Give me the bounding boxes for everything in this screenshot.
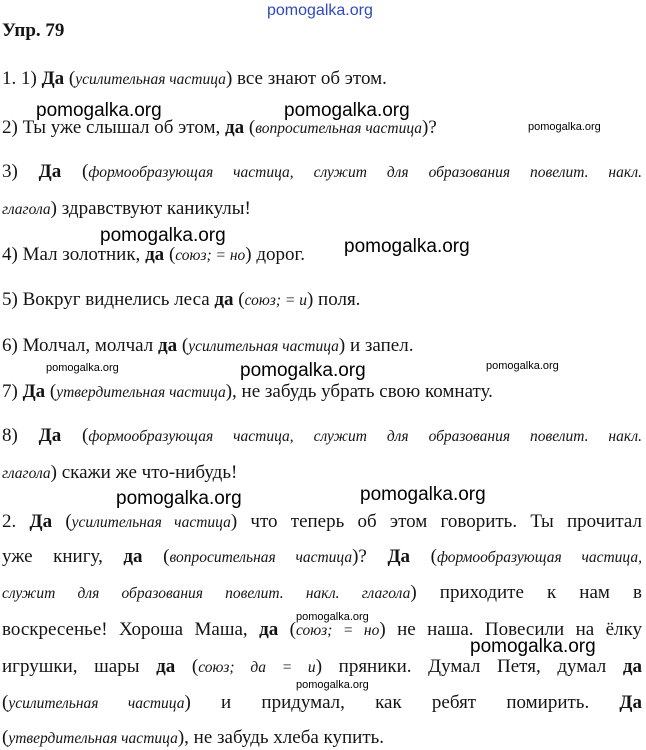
- sentence-prefix: 4) Мал золотник,: [2, 244, 146, 265]
- sentence-rest: )?: [422, 117, 437, 138]
- text: игрушки, шары: [2, 656, 157, 677]
- sentence-rest: ), не забудь убрать свою комнату.: [225, 381, 493, 402]
- comment: союз; = но: [295, 622, 380, 639]
- paragraph-line-6: (усилительная частица) и придумал, как ребят помирить. Да: [2, 692, 642, 713]
- comment: формообразующая частица, служит для образования повелит. накл.: [88, 164, 643, 181]
- comment: служит для образования повелит. накл. глагола: [2, 585, 411, 602]
- sentence-prefix: 2) Ты уже слышал об этом,: [2, 117, 225, 138]
- word-da: да: [145, 244, 165, 265]
- sentence-1: 1. 1) Да (усилительная частица) все знают об этом.: [2, 68, 387, 89]
- text: воскресенье! Хороша Маша,: [2, 619, 260, 640]
- comment: утвердительная частица: [8, 730, 178, 747]
- word-da: да: [622, 656, 643, 677]
- sentence-prefix: 5) Вокруг виднелись леса: [2, 289, 215, 310]
- word-da: да: [225, 117, 245, 138]
- comment: усилительная частица: [8, 695, 185, 712]
- exercise-title: Упр. 79: [2, 20, 65, 41]
- sentence-rest: ) скажи же что-нибудь!: [50, 462, 238, 483]
- comment: усилительная частица: [188, 338, 339, 355]
- word-da: да: [259, 619, 279, 640]
- watermark: pomogalka.org: [296, 679, 369, 691]
- watermark: pomogalka.org: [240, 360, 366, 381]
- paragraph-line-2: уже книгу, да (вопросительная частица)? Да (формообразующая частица,: [2, 546, 642, 567]
- comment: глагола: [2, 465, 51, 482]
- word-da: Да: [22, 381, 46, 402]
- part-number: 2.: [2, 511, 30, 532]
- word-da: да: [156, 656, 176, 677]
- watermark: pomogalka.org: [486, 360, 559, 372]
- word-da: Да: [38, 161, 62, 182]
- watermark: pomogalka.org: [470, 636, 596, 657]
- watermark: pomogalka.org: [360, 484, 486, 505]
- paragraph-line-5: игрушки, шары да (союз; да = и) пряники. Думал Петя, думал да: [2, 656, 643, 677]
- sentence-7: 7) Да (утвердительная частица), не забудь убрать свою комнату.: [2, 381, 493, 402]
- comment: утвердительная частица: [56, 384, 226, 401]
- paragraph-line-7: (утвердительная частица), не забудь хлеба купить.: [2, 727, 385, 748]
- text: ), не забудь хлеба купить.: [177, 727, 385, 748]
- watermark: pomogalka.org: [100, 225, 226, 246]
- sentence-rest: ) и запел.: [338, 335, 414, 356]
- comment: усилительная частица: [75, 71, 226, 88]
- word-da: Да: [619, 692, 642, 713]
- paragraph-line-1: 2. Да (усилительная частица) что теперь об этом говорить. Ты прочитал: [2, 511, 643, 532]
- sentence-prefix: 7): [2, 381, 23, 402]
- text: ) приходите к нам в: [410, 582, 642, 603]
- sentence-prefix: 3): [2, 161, 39, 182]
- comment: формообразующая частица,: [436, 549, 642, 566]
- watermark-top: pomogalka.org: [267, 2, 373, 19]
- sentence-rest: ) здравствуют каникулы!: [50, 198, 251, 219]
- comment: союз; = и: [244, 292, 307, 309]
- paragraph-line-3: [2, 582, 642, 605]
- watermark: pomogalka.org: [296, 611, 369, 623]
- sentence-8-cont: [2, 462, 237, 485]
- comment: усилительная частица: [71, 514, 231, 531]
- comment: глагола: [2, 201, 51, 218]
- sentence-4: 4) Мал золотник, да (союз; = но) дорог.: [2, 244, 305, 265]
- sentence-2: 2) Ты уже слышал об этом, да (вопросительная частица)?: [2, 117, 437, 138]
- watermark: pomogalka.org: [36, 100, 162, 121]
- text: ) не наша. Повесили на ёлку: [379, 619, 642, 640]
- word-da: Да: [38, 425, 62, 446]
- watermark: pomogalka.org: [116, 488, 242, 509]
- watermark: pomogalka.org: [344, 236, 470, 257]
- sentence-rest: ) поля.: [306, 289, 361, 310]
- sentence-6: 6) Молчал, молчал да (усилительная частица) и запел.: [2, 335, 414, 356]
- comment: вопросительная частица: [169, 549, 353, 566]
- word-da: Да: [387, 546, 411, 567]
- comment: союз; = но: [175, 247, 246, 264]
- sentence-prefix: 1. 1): [2, 68, 42, 89]
- paragraph-line-4: воскресенье! Хороша Маша, да (союз; = но) не наша. Повесили на ёлку: [2, 619, 642, 640]
- watermark: pomogalka.org: [284, 100, 410, 121]
- comment: формообразующая частица, служит для образования повелит. накл.: [88, 428, 643, 445]
- sentence-5: 5) Вокруг виднелись леса да (союз; = и) поля.: [2, 289, 361, 310]
- sentence-3: 3) Да (формообразующая частица, служит для образования повелит. накл.: [2, 161, 643, 182]
- text: уже книгу,: [2, 546, 124, 567]
- text: ) пряники. Думал Петя, думал: [315, 656, 623, 677]
- sentence-rest: ) дорог.: [245, 244, 305, 265]
- word-da: Да: [29, 511, 53, 532]
- sentence-prefix: 8): [2, 425, 39, 446]
- text: ) и придумал, как ребят помирить.: [184, 692, 620, 713]
- text: )?: [352, 546, 388, 567]
- word-da: да: [123, 546, 143, 567]
- sentence-rest: ) все знают об этом.: [225, 68, 387, 89]
- watermark: pomogalka.org: [528, 121, 601, 133]
- sentence-3-cont: [2, 198, 251, 221]
- comment: вопросительная частица: [255, 120, 423, 137]
- watermark: pomogalka.org: [46, 362, 119, 374]
- word-da: да: [158, 335, 178, 356]
- comment: союз; да = и: [198, 659, 316, 676]
- word-da: да: [214, 289, 234, 310]
- word-da: Да: [41, 68, 65, 89]
- sentence-8: 8) Да (формообразующая частица, служит для образования повелит. накл.: [2, 425, 643, 446]
- sentence-prefix: 6) Молчал, молчал: [2, 335, 159, 356]
- text: ) что теперь об этом говорить. Ты прочитал: [230, 511, 643, 532]
